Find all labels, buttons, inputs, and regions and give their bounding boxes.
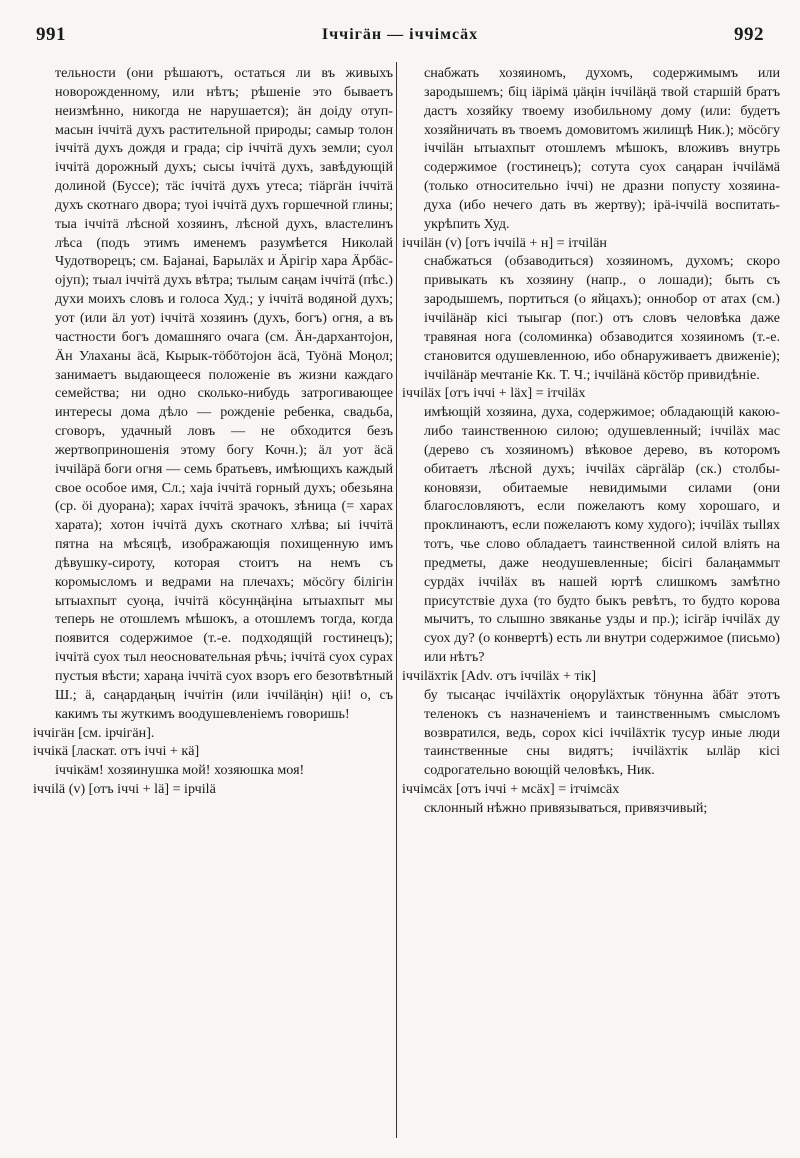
right-page-number: 992 xyxy=(733,24,764,45)
entry-continuation: тельности (они рѣшаютъ, остаться ли въ живыхъ новорожденному, или нѣтъ; рѣшеніе это бываетъ неизмѣнно, никогда не нарушается); äн доіду отуп-масын іччітä духъ растительной природы; самыр толон іччітä духъ дождя и града; сір іччітä духъ земли; суол іччітä дорожный духъ; сысы іччітä духъ, завѣдующій долиной (Буссе); тäс іччітä духъ утеса; тіäргäн іччітä духъ скотнаго двора; туоі іччітä духъ горшечной глины; тыа іччітä лѣсной хозяинъ, лѣсной духъ, властелинъ лѣса (подъ этимъ именемъ разумѣется Николай Чудотворецъ; см. Баjанаі, Барылäх и Äрігір хара Äрбäс-оjуп); тыал іччітä духъ вѣтра; тылым саңам іччітä (пѣс.) духи моихъ словъ и голоса Худ.; у іччітä водяной духъ; уот (или äл уот) іччітä хозяинъ (духъ, богъ) огня, а въ частности богъ домашняго очага (см. Äн-дархантојон, Äн Улаханы äсä, Кырык-тöбöтојон äсä, Туöнä Моңол; занимаетъ выдающееся положеніе въ жизни каждаго семейства; ни одно сколько-нибудь затрогивающее интересы дома дѣло — рожденіе ребенка, свадьба, сговоръ, удачный ловъ — не обходится безъ жертвоприношенія этому богу Кочн.); äл уот äсä іччіläрä боги огня — семь братьевъ, имѣющихъ каждый свое особое имя, Сл.; хаја іччітä горный духъ; обезьяна (ср. öі дуоранa); харах іччітä зрачокъ, зѣница (= харах харата); хотон іччітä духъ скотнаго хлѣва; ыі іччітä пятна на мѣсяцѣ, изображающія похищенную имъ дѣвушку-сироту, которая стоитъ на немъ съ коромысломъ и ведрами на плечахъ; мöсöгу білігін ытыахпыт суоңа, іччітä кöсунңäңіна ытыахпыт мы теперь не отошлемъ мѣшокъ, а отошлемъ тогда, когда появится содержимое (т.-е. подходящій гостинецъ); іччітä суох тыл неосновательная рѣчь; іччітä суох сурах пустыя вѣсти; хараңа іччітä суох взоръ его безотвѣтный Ш.; ä, саңардаңың іччітін (или іччіläңін) ңіі! о, съ какимъ ты жуткимъ воодушевленіемъ говоришь! xyxy=(55,65,393,722)
entry-ichchilakhtik: іччіläхтік [Adv. отъ іччіläх + тік] xyxy=(402,668,597,684)
entry-ichchilan: іччіläн (v) [отъ іччіlä + н] = ітчіläн xyxy=(402,234,607,251)
entry-ichchimsakh-body: склонный нѣжно привязываться, привязчивый; xyxy=(424,799,708,816)
entry-ichchimsakh: іччімсäх [отъ іччі + мсäх] = ітчімсäх xyxy=(402,781,620,798)
entry-ichchilakh-body: имѣющій хозяина, духа, содержимое; обладающій какою-либо таинственною силою; одушевленный; іччіläх мас (дерево съ хозяиномъ) вѣковое дерево, въ которомъ обитаетъ лѣсной духъ; іччіläх сäргäläр (ск.) столбы-коновязи, обитаемые невидимыми силами (они благословляютъ, если пожелаютъ кому хорошаго, и проклинаютъ, если пожелаютъ кому худого); іччіläх тыllях тотъ, чье слово обладаетъ таинственной силой вліять на предметы, даже неодушевленные; бісігі балаңаммыт сурдäх іччіläх въ нашей юртѣ слишкомъ замѣтно присутствіе духа (то будто быкъ ревѣтъ, то будто корова мычитъ, то слышно звяканье узды и пр.); ісігäр іччіläх ду суох ду? (о конвертѣ) есть ли внутри содержимое (письмо) или нѣтъ? xyxy=(424,404,780,666)
entry-ichchilakhtik-body: бу тысаңас іччіläхтік оңоруläхтык тöнунна äбäт этотъ теленокъ съ назначеніемъ и таинственнымъ смысломъ возвратился, ведь, сорох кісі іччіläхтік тусур иные люди таинственные сны видятъ; іччіläхтік ылläр кісі содрогательно воющій человѣкъ, Ник. xyxy=(424,686,780,779)
left-column xyxy=(33,64,393,1140)
entry-ichchilan-body: снабжаться (обзаводиться) хозяиномъ, духомъ; скоро привыкать къ хозяину (напр., о лошади); быть съ зародышемъ, портиться (о яйцахъ); оннобор от атах (см.) іччіläнäр кісі тыыгар (пог.) отъ словъ человѣка даже травяная нога (соломинка) обзаводится хозяиномъ (т.-е. становится одушевленною, ибо обнаруживаетъ движеніе); іччіläнäр мечтаніе Кк. Т. Ч.; іччіläнä кöстöр привидѣніе. xyxy=(424,253,780,383)
running-title: Іччігäн — іччімсäх xyxy=(321,26,479,43)
right-column xyxy=(402,64,780,1140)
entry-ichchilakh: іччіläх [отъ іччі + läх] = ітчіläх xyxy=(402,385,586,402)
left-page-number: 991 xyxy=(36,24,66,45)
entry-ichchila: іччіlä (v) [отъ іччі + lä] = ірчіlä xyxy=(33,781,216,798)
entry-ichchika: іччікä [ласкат. отъ іччі + кä] xyxy=(33,743,200,760)
entry-ichchika-body: іччікäм! хозяинушка мой! хозяюшка моя! xyxy=(55,762,305,779)
entry-ichchila-continuation: снабжать хозяиномъ, духомъ, содержимымъ или зародышемъ; біц іäрімä џäңін іччіläңä твой старшій братъ дастъ хозяйку твоему изобильному дому (или: будетъ хозяйничать въ твоемъ домовитомъ жилищѣ Ник.); мöсöгу іччіläн ытыахпыт отошлемъ мѣшокъ, вложивъ внутрь содержимое (гостинецъ); сотута суох саңаран іччіläмä (только относительно іччі) не дразни попусту хозяина-духа (ибо нечего дать въ жертву); ірä-іччіlä воспитать-укрѣпить Худ. xyxy=(424,65,780,232)
column-divider xyxy=(396,62,397,1138)
page-header xyxy=(30,18,770,52)
entry-ichchigan: іччігäн [см. ірчігäн]. xyxy=(33,724,155,741)
